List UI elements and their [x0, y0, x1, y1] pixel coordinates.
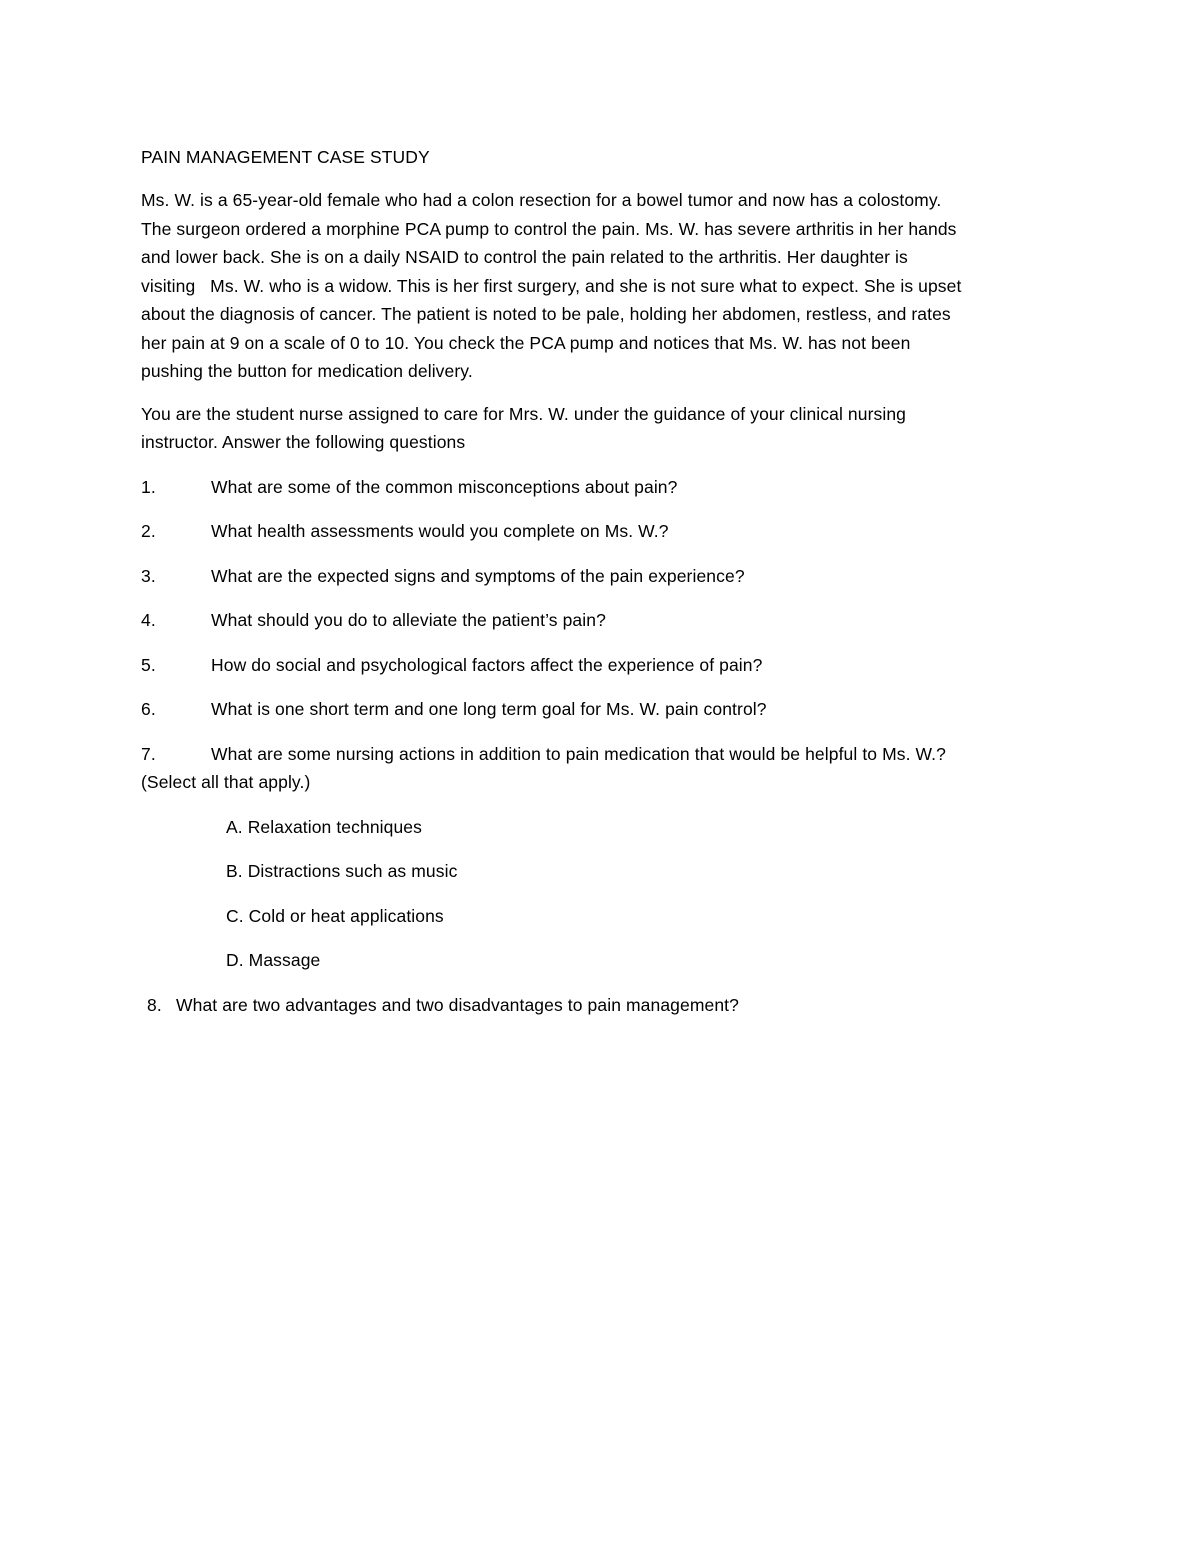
case-line: visiting Ms. W. who is a widow. This is her first surgery, and she is not sure what to expect. She is upset — [141, 275, 962, 296]
question-text: How do social and psychological factors affect the experience of pain? — [211, 654, 763, 675]
question-number: 7. — [141, 743, 156, 764]
question-list — [141, 473, 1071, 797]
question-number: 2. — [141, 521, 156, 541]
case-line: about the diagnosis of cancer. The patient is noted to be pale, holding her abdomen, restless, and rates — [141, 304, 951, 324]
question-number: 1. — [141, 476, 156, 497]
assignment-line: You are the student nurse assigned to care for Mrs. W. under the guidance of your clinical nursing — [141, 403, 906, 424]
question-text: What are some nursing actions in addition to pain medication that would be helpful to Ms. W.? — [211, 743, 946, 764]
assignment-paragraph — [141, 400, 1071, 457]
question-number: 6. — [141, 699, 156, 719]
question-number: 3. — [141, 565, 156, 586]
answer-option: D. Massage — [226, 950, 321, 970]
question-item — [141, 517, 1071, 546]
document-title: PAIN MANAGEMENT CASE STUDY — [141, 147, 430, 167]
question-number: 8. — [147, 994, 162, 1015]
question-text: What are some of the common misconceptions about pain? — [211, 476, 678, 497]
case-line: The surgeon ordered a morphine PCA pump to control the pain. Ms. W. has severe arthritis in her hands — [141, 218, 957, 239]
case-line: pushing the button for medication delivery. — [141, 361, 473, 381]
case-line: Ms. W. is a 65-year-old female who had a colon resection for a bowel tumor and now has a colostomy. — [141, 190, 942, 210]
answer-option: C. Cold or heat applications — [226, 905, 444, 926]
question-7-instruction: (Select all that apply.) — [141, 772, 311, 792]
answer-options-list — [141, 813, 1071, 975]
case-line: her pain at 9 on a scale of 0 to 10. You check the PCA pump and notices that Ms. W. has not been — [141, 332, 911, 353]
question-item — [141, 651, 1071, 680]
question-text: What is one short term and one long term goal for Ms. W. pain control? — [211, 699, 767, 719]
answer-option: B. Distractions such as music — [226, 861, 458, 881]
answer-option: A. Relaxation techniques — [226, 816, 422, 837]
question-item — [141, 562, 1071, 591]
question-8-item — [147, 991, 1071, 1020]
case-description-paragraph — [141, 186, 1071, 386]
question-text: What should you do to alleviate the patient’s pain? — [211, 610, 606, 630]
question-7-item — [141, 740, 1071, 797]
question-item — [141, 606, 1071, 635]
question-text: What are two advantages and two disadvantages to pain management? — [176, 994, 739, 1015]
question-item — [141, 473, 1071, 502]
question-number: 5. — [141, 654, 156, 675]
assignment-line: instructor. Answer the following questions — [141, 432, 466, 452]
question-number: 4. — [141, 610, 156, 630]
question-item — [141, 695, 1071, 724]
question-text: What are the expected signs and symptoms of the pain experience? — [211, 565, 745, 586]
question-text: What health assessments would you complete on Ms. W.? — [211, 521, 669, 541]
document-body — [141, 145, 1071, 1019]
case-line: and lower back. She is on a daily NSAID to control the pain related to the arthritis. Her daughter is — [141, 247, 908, 267]
